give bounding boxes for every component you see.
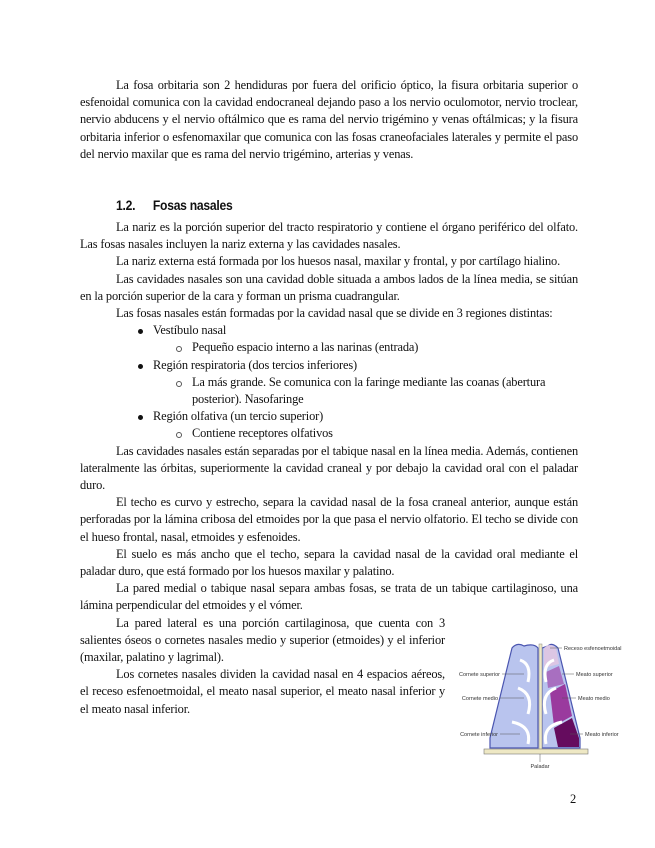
label-cornete-inferior: Cornete inferior	[460, 732, 498, 738]
list-subitem: La más grande. Se comunica con la faringe mediante las coanas (abertura posterior). Nasofaringe	[80, 374, 578, 408]
paragraph: La nariz externa está formada por los huesos nasal, maxilar y frontal, y por cartílago hialino.	[116, 254, 561, 269]
list-item: Región respiratoria (dos tercios inferiores)	[80, 357, 578, 374]
section-title: Fosas nasales	[152, 198, 233, 213]
regions-list	[80, 322, 578, 442]
paragraph: El techo es curvo y estrecho, separa la cavidad nasal de la fosa craneal anterior, aunque están perforadas por la lámina cribosa del etmoides por la que pasa el nervio olfatorio. El techo se divide con el hueso frontal, nasal, etmoides y esfenoides.	[80, 495, 578, 544]
label-cornete-medio: Cornete medio	[461, 696, 498, 702]
section-heading	[116, 198, 232, 213]
list-item: Región olfativa (un tercio superior)	[80, 408, 578, 425]
paragraph: Los cornetes nasales dividen la cavidad nasal en 4 espacios aéreos, el receso esfenoetmoidal, el meato nasal superior, el meato nasal inferior y el meato nasal inferior.	[80, 667, 445, 716]
palate	[484, 749, 588, 754]
paragraph: La pared medial o tabique nasal separa ambas fosas, se trata de un tabique cartilaginoso, una lámina perpendicular del etmoides y el vómer.	[80, 581, 578, 613]
page-number: 2	[570, 792, 577, 806]
paragraph: El suelo es más ancho que el techo, separa la cavidad nasal de la cavidad oral mediante el paladar duro, que está formado por los huesos maxilar y palatino.	[80, 546, 578, 579]
label-cornete-superior: Cornete superior	[459, 672, 500, 678]
paragraph: Las fosas nasales están formadas por la cavidad nasal que se divide en 3 regiones distintas:	[116, 306, 553, 321]
list-subitem: Contiene receptores olfativos	[80, 425, 578, 442]
label-receso: Receso esfenoetmoidal	[564, 646, 622, 652]
label-meato-medio: Meato medio	[578, 696, 610, 702]
side-text	[80, 615, 445, 718]
paragraph: Las cavidades nasales son una cavidad doble situada a ambos lados de la línea media, se sitúan en la porción superior de la cara y forman un prisma cuadrangular.	[80, 271, 578, 303]
paragraph: Las cavidades nasales están separadas por el tabique nasal en la línea media. Además, contienen lateralmente las órbitas, superiormente la cavidad craneal y por debajo la cavidad oral con el paladar duro.	[80, 443, 578, 493]
paragraph: La pared lateral es una porción cartilaginosa, que cuenta con 3 salientes óseos o cornetes nasales medio y superior (etmoides) y el inferior (maxilar, palatino y lagrimal).	[80, 615, 445, 665]
label-meato-superior: Meato superior	[576, 672, 613, 678]
paragraph: La nariz es la porción superior del tracto respiratorio y contiene el órgano periférico del olfato. Las fosas nasales incluyen la nariz externa y las cavidades nasales.	[80, 220, 578, 252]
section-number: 1.2.	[116, 198, 136, 213]
nasal-cavity-figure	[459, 638, 652, 770]
list-item: Vestíbulo nasal	[80, 322, 578, 339]
paragraph: La fosa orbitaria son 2 hendiduras por fuera del orificio óptico, la fisura orbitaria superior o esfenoidal comunica con la cavidad endocraneal dejando paso a los nervio oculomotor, nervio troclear, nervio abducens y el nervio oftálmico que es rama del nervio trigémino y venas oftálmicas; y la fisura orbitaria inferior o esfenomaxilar que comunica con las fosas craneofaciales laterales y permite el paso del nervio maxilar que es rama del nervio trigémino, arterias y venas.	[80, 78, 578, 161]
paragraph-fosa-orbitaria	[80, 77, 578, 163]
label-paladar: Paladar	[530, 764, 550, 770]
label-meato-inferior: Meato inferior	[585, 732, 619, 738]
list-subitem: Pequeño espacio interno a las narinas (entrada)	[80, 339, 578, 356]
septum	[539, 644, 542, 750]
